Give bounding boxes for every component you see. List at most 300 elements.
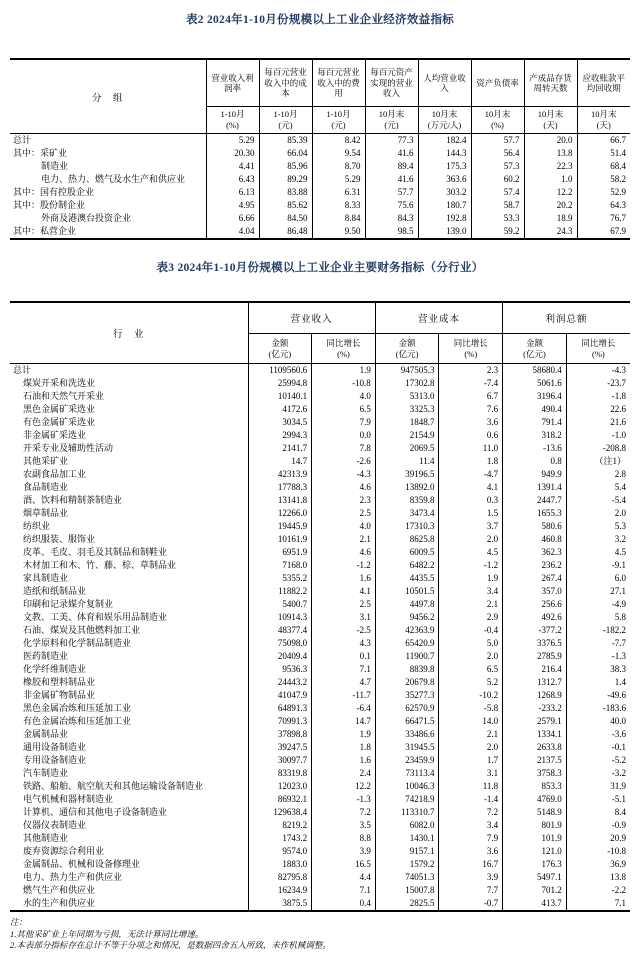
cell-value: 492.6	[503, 611, 567, 624]
table2	[10, 58, 630, 240]
cell-value: 5.4	[566, 481, 630, 494]
cell-value: 2.0	[566, 507, 630, 520]
table-row	[10, 819, 630, 832]
cell-value: 318.2	[503, 429, 567, 442]
cell-value: 9456.2	[375, 611, 439, 624]
cell-value: 113310.7	[375, 806, 439, 819]
cell-value: 10161.9	[248, 533, 312, 546]
cell-value: 4.6	[312, 546, 376, 559]
row-label: 汽车制造业	[23, 768, 69, 778]
cell-value: 2.3	[439, 364, 503, 378]
cell-value: 14.7	[312, 715, 376, 728]
row-label: 废弃资源综合利用业	[23, 846, 105, 856]
column-unit: (元)	[331, 120, 346, 130]
cell-value: 17302.8	[375, 377, 439, 390]
cell-value: 5.8	[566, 611, 630, 624]
cell-value: 64.3	[577, 199, 630, 212]
subcolumn-name: 金额	[398, 337, 416, 348]
row-label: 酒、饮料和精制茶制造业	[23, 495, 123, 505]
cell-value: 1.9	[439, 572, 503, 585]
cell-value: 89.29	[259, 173, 312, 186]
cell-value: 2.1	[439, 598, 503, 611]
subcolumn-unit: (%)	[592, 348, 605, 359]
cell-value: 4172.6	[248, 403, 312, 416]
table2-column-name: 每百元营业收入中的成本	[259, 59, 312, 107]
cell-value: 24443.2	[248, 676, 312, 689]
cell-value: -1.3	[566, 650, 630, 663]
cell-value: 57.3	[471, 160, 524, 173]
cell-value: 1.9	[312, 728, 376, 741]
table2-column-name: 营业收入利润率	[206, 59, 259, 107]
table-row	[10, 559, 630, 572]
table3-subcolumn-header	[503, 334, 567, 364]
cell-value: 58.2	[577, 173, 630, 186]
cell-value: 7.9	[439, 832, 503, 845]
row-label: 纺织服装、服饰业	[23, 534, 96, 544]
cell-value: 2137.5	[503, 754, 567, 767]
cell-value: 4.6	[312, 481, 376, 494]
cell-value: 6.5	[439, 663, 503, 676]
cell-value: 20.30	[206, 147, 259, 160]
cell-value: 144.3	[418, 147, 471, 160]
cell-value: 56.4	[471, 147, 524, 160]
table-row	[10, 186, 630, 199]
cell-value: 6082.0	[375, 819, 439, 832]
cell-value: -11.7	[312, 689, 376, 702]
row-label: 电力、热力、燃气及水生产和供应业	[41, 174, 186, 184]
row-label: 通用设备制造业	[23, 742, 87, 752]
cell-value: 701.2	[503, 884, 567, 897]
cell-value: 2.1	[312, 533, 376, 546]
cell-value: 11.8	[439, 780, 503, 793]
table-row	[10, 598, 630, 611]
table-row	[10, 377, 630, 390]
cell-value: 67.9	[577, 225, 630, 239]
cell-value: 4435.5	[375, 572, 439, 585]
cell-value: 42363.9	[375, 624, 439, 637]
cell-value: 11.4	[375, 455, 439, 468]
cell-value: 180.7	[418, 199, 471, 212]
subcolumn-name: 同比增长	[581, 337, 616, 348]
column-period: 10月末	[484, 109, 511, 119]
cell-value: 4.1	[312, 585, 376, 598]
cell-value: 947505.3	[375, 364, 439, 378]
cell-value: -9.1	[566, 559, 630, 572]
table-row	[10, 702, 630, 715]
cell-value: 236.2	[503, 559, 567, 572]
cell-value: -1.2	[312, 559, 376, 572]
cell-value: 9.54	[312, 147, 365, 160]
cell-value: 14.0	[439, 715, 503, 728]
table-row	[10, 780, 630, 793]
cell-value: 1.6	[312, 754, 376, 767]
cell-value: -4.3	[312, 468, 376, 481]
cell-value: 14.7	[248, 455, 312, 468]
table2-column-unit	[206, 107, 259, 134]
cell-value: 139.0	[418, 225, 471, 239]
cell-value: 1848.7	[375, 416, 439, 429]
cell-value: 3376.5	[503, 637, 567, 650]
cell-value: 303.2	[418, 186, 471, 199]
cell-value: 1.8	[439, 455, 503, 468]
cell-value: 12.2	[312, 780, 376, 793]
cell-value: 41047.9	[248, 689, 312, 702]
subcolumn-name: 同比增长	[326, 337, 361, 348]
column-period: 10月末	[537, 109, 564, 119]
cell-value: 5.0	[439, 637, 503, 650]
cell-value: -1.4	[439, 793, 503, 806]
cell-value: 59.2	[471, 225, 524, 239]
cell-value: -13.6	[503, 442, 567, 455]
cell-value: 7.1	[566, 897, 630, 911]
cell-value: -3.6	[566, 728, 630, 741]
cell-value: -10.8	[312, 377, 376, 390]
table2-title: 表2 2024年1-10月份规模以上工业企业经济效益指标	[185, 14, 455, 26]
cell-value: 35277.3	[375, 689, 439, 702]
cell-value: 20679.8	[375, 676, 439, 689]
cell-value: 8.8	[312, 832, 376, 845]
column-period: 10月末	[431, 109, 458, 119]
cell-value: 2.0	[439, 741, 503, 754]
cell-value: 2141.7	[248, 442, 312, 455]
table-row	[10, 637, 630, 650]
cell-value: 3.4	[439, 585, 503, 598]
cell-value: 1.8	[312, 741, 376, 754]
row-label: 其中：股份制企业	[13, 200, 86, 210]
table-row	[10, 212, 630, 225]
cell-value: 2.5	[312, 507, 376, 520]
cell-value: 7168.0	[248, 559, 312, 572]
table2-column-name: 产成品存货周转天数	[524, 59, 577, 107]
cell-value: 4.0	[312, 520, 376, 533]
cell-value: 85.96	[259, 160, 312, 173]
cell-value: -6.4	[312, 702, 376, 715]
cell-value: -1.2	[439, 559, 503, 572]
cell-value: 4.5	[566, 546, 630, 559]
cell-value: 89.4	[365, 160, 418, 173]
table2-column-unit	[471, 107, 524, 134]
table3-subcolumn-header	[312, 334, 376, 364]
table-row	[10, 741, 630, 754]
cell-value: 1.7	[439, 754, 503, 767]
table3-group-header: 营业成本	[375, 302, 502, 334]
cell-value: 1.6	[312, 572, 376, 585]
cell-value: 60.2	[471, 173, 524, 186]
table-row	[10, 134, 630, 148]
cell-value: -0.4	[439, 624, 503, 637]
cell-value: 8.4	[566, 806, 630, 819]
cell-value: 0.0	[312, 429, 376, 442]
cell-value: 66.04	[259, 147, 312, 160]
cell-value: 48377.4	[248, 624, 312, 637]
cell-value: 357.0	[503, 585, 567, 598]
cell-value: 9.50	[312, 225, 365, 239]
cell-value: 6.66	[206, 212, 259, 225]
column-unit: (天)	[543, 120, 558, 130]
cell-value: 8.84	[312, 212, 365, 225]
table3-group-header: 营业收入	[248, 302, 375, 334]
table-row	[10, 468, 630, 481]
cell-value: 216.4	[503, 663, 567, 676]
cell-value: 3.4	[439, 819, 503, 832]
table3-head	[10, 302, 630, 364]
cell-value: 6951.9	[248, 546, 312, 559]
cell-value: 5313.0	[375, 390, 439, 403]
cell-value: 53.3	[471, 212, 524, 225]
table3-industry-header: 行 业	[10, 302, 248, 364]
table-row	[10, 884, 630, 897]
note-line-2: 2.本表部分指标存在总计不等于分项之和情况，是数据四舍五入所致，未作机械调整。	[10, 940, 331, 950]
cell-value: 3.1	[312, 611, 376, 624]
table-row	[10, 403, 630, 416]
cell-value: 7.1	[312, 663, 376, 676]
cell-value: 75098.0	[248, 637, 312, 650]
table-row	[10, 507, 630, 520]
table-row	[10, 364, 630, 378]
cell-value: 801.9	[503, 819, 567, 832]
cell-value: 33486.6	[375, 728, 439, 741]
table-row	[10, 225, 630, 239]
cell-value: 12023.0	[248, 780, 312, 793]
cell-value: 7.9	[312, 416, 376, 429]
cell-value: 11882.2	[248, 585, 312, 598]
cell-value: 68.4	[577, 160, 630, 173]
subcolumn-unit: (亿元)	[523, 348, 546, 359]
cell-value: 58.7	[471, 199, 524, 212]
cell-value: 12.2	[524, 186, 577, 199]
cell-value: 3.6	[439, 845, 503, 858]
cell-value: 101.9	[503, 832, 567, 845]
cell-value: 16234.9	[248, 884, 312, 897]
cell-value: 70991.3	[248, 715, 312, 728]
table-row	[10, 793, 630, 806]
table3-header-row-groups	[10, 302, 630, 334]
table3-title: 表3 2024年1-10月份规模以上工业企业主要财务指标（分行业）	[156, 262, 484, 274]
row-label: 其中：私营企业	[13, 226, 77, 236]
cell-value: 85.39	[259, 134, 312, 148]
cell-value: 5400.7	[248, 598, 312, 611]
table-row	[10, 546, 630, 559]
table2-column-name: 应收账款平均回收期	[577, 59, 630, 107]
column-unit: (万元/人)	[427, 120, 462, 130]
cell-value: 3758.3	[503, 767, 567, 780]
cell-value: 18.9	[524, 212, 577, 225]
cell-value: -377.2	[503, 624, 567, 637]
table2-body	[10, 134, 630, 240]
cell-value: 490.4	[503, 403, 567, 416]
table3-subcolumn-header	[439, 334, 503, 364]
row-label: 黑色金属矿采选业	[23, 404, 96, 414]
cell-value: 4.41	[206, 160, 259, 173]
cell-value: 9574.0	[248, 845, 312, 858]
row-label: 其他制造业	[23, 833, 69, 843]
cell-value: -49.6	[566, 689, 630, 702]
table-row	[10, 416, 630, 429]
table-row	[10, 173, 630, 186]
row-label: 皮革、毛皮、羽毛及其制品和制鞋业	[23, 547, 168, 557]
cell-value: 41.6	[365, 147, 418, 160]
cell-value: 10046.3	[375, 780, 439, 793]
subcolumn-name: 金额	[271, 337, 289, 348]
table2-column-unit	[312, 107, 365, 134]
row-label: 石油、煤炭及其他燃料加工业	[23, 625, 141, 635]
table-row	[10, 845, 630, 858]
cell-value: 1430.1	[375, 832, 439, 845]
notes	[10, 917, 640, 952]
cell-value: 2.8	[566, 468, 630, 481]
row-label: 其中：国有控股企业	[13, 187, 95, 197]
table-row	[10, 871, 630, 884]
cell-value: 82795.8	[248, 871, 312, 884]
cell-value: 5.2	[439, 676, 503, 689]
cell-value: 1312.7	[503, 676, 567, 689]
table-row	[10, 481, 630, 494]
row-label: 造纸和纸制品业	[23, 586, 87, 596]
cell-value: -5.4	[566, 494, 630, 507]
cell-value: 57.4	[471, 186, 524, 199]
column-unit: (%)	[491, 120, 504, 130]
table-row	[10, 147, 630, 160]
cell-value: 0.3	[439, 494, 503, 507]
notes-heading: 注：	[10, 917, 28, 927]
row-label: 石油和天然气开采业	[23, 391, 105, 401]
cell-value: 6.5	[312, 403, 376, 416]
row-label: 电力、热力生产和供应业	[23, 872, 123, 882]
table2-head	[10, 59, 630, 134]
cell-value: -5.1	[566, 793, 630, 806]
table3-body	[10, 364, 630, 912]
table2-group-header: 分 组	[10, 59, 206, 134]
cell-value: 4497.8	[375, 598, 439, 611]
table2-column-name: 每百元营业收入中的费用	[312, 59, 365, 107]
cell-value: 8359.8	[375, 494, 439, 507]
cell-value: 2.5	[312, 598, 376, 611]
row-label: 铁路、船舶、航空航天和其他运输设备制造业	[23, 781, 204, 791]
cell-value: 86932.1	[248, 793, 312, 806]
cell-value: -3.2	[566, 767, 630, 780]
table-row	[10, 715, 630, 728]
cell-value: 4.5	[439, 546, 503, 559]
cell-value: 6.0	[566, 572, 630, 585]
cell-value: 121.0	[503, 845, 567, 858]
cell-value: 22.6	[566, 403, 630, 416]
cell-value: 4.04	[206, 225, 259, 239]
table-row	[10, 806, 630, 819]
row-label: 仪器仪表制造业	[23, 820, 87, 830]
cell-value: 15007.8	[375, 884, 439, 897]
cell-value: -5.2	[566, 754, 630, 767]
cell-value: （注1）	[566, 455, 630, 468]
cell-value: 11.0	[439, 442, 503, 455]
cell-value: 7.7	[439, 884, 503, 897]
cell-value: 2.9	[439, 611, 503, 624]
table3-subcolumn-header	[248, 334, 312, 364]
cell-value: 85.62	[259, 199, 312, 212]
cell-value: 84.50	[259, 212, 312, 225]
row-label: 开采专业及辅助性活动	[23, 443, 114, 453]
cell-value: 13141.8	[248, 494, 312, 507]
cell-value: 1.0	[524, 173, 577, 186]
row-label: 烟草制品业	[23, 508, 69, 518]
cell-value: 5.3	[566, 520, 630, 533]
cell-value: 76.7	[577, 212, 630, 225]
row-label: 农副食品加工业	[23, 469, 87, 479]
cell-value: -4.3	[566, 364, 630, 378]
table-row	[10, 624, 630, 637]
cell-value: 791.4	[503, 416, 567, 429]
cell-value: -183.6	[566, 702, 630, 715]
cell-value: 20.2	[524, 199, 577, 212]
cell-value: 16.5	[312, 858, 376, 871]
row-label: 总计	[13, 365, 32, 375]
cell-value: 460.8	[503, 533, 567, 546]
row-label: 黑色金属冶炼和压延加工业	[23, 703, 132, 713]
cell-value: 1.9	[312, 364, 376, 378]
cell-value: 7.2	[439, 806, 503, 819]
cell-value: 192.8	[418, 212, 471, 225]
cell-value: 20.9	[566, 832, 630, 845]
cell-value: 8839.8	[375, 663, 439, 676]
column-unit: (元)	[384, 120, 399, 130]
cell-value: 39247.5	[248, 741, 312, 754]
cell-value: 2.0	[439, 533, 503, 546]
row-label: 其中：采矿业	[13, 148, 68, 158]
cell-value: 2069.5	[375, 442, 439, 455]
cell-value: -2.2	[566, 884, 630, 897]
row-label: 电气机械和器材制造业	[23, 794, 114, 804]
cell-value: 7.8	[312, 442, 376, 455]
cell-value: 19445.9	[248, 520, 312, 533]
column-period: 10月末	[590, 109, 617, 119]
cell-value: 36.9	[566, 858, 630, 871]
cell-value: 83.88	[259, 186, 312, 199]
row-label: 文教、工美、体育和娱乐用品制造业	[23, 612, 168, 622]
row-label: 外商及港澳台投资企业	[41, 213, 132, 223]
cell-value: 98.5	[365, 225, 418, 239]
subcolumn-name: 同比增长	[453, 337, 488, 348]
cell-value: 58680.4	[503, 364, 567, 378]
cell-value: 1268.9	[503, 689, 567, 702]
cell-value: -208.8	[566, 442, 630, 455]
cell-value: 1.5	[439, 507, 503, 520]
table2-column-unit	[259, 107, 312, 134]
table2-column-name: 人均营业收入	[418, 59, 471, 107]
cell-value: -233.2	[503, 702, 567, 715]
cell-value: 41.6	[365, 173, 418, 186]
cell-value: -4.7	[439, 468, 503, 481]
cell-value: 16.7	[439, 858, 503, 871]
cell-value: 175.3	[418, 160, 471, 173]
cell-value: 8219.2	[248, 819, 312, 832]
cell-value: 5061.6	[503, 377, 567, 390]
cell-value: 8625.8	[375, 533, 439, 546]
row-label: 水的生产和供应业	[23, 898, 96, 908]
cell-value: 6.31	[312, 186, 365, 199]
cell-value: 30097.7	[248, 754, 312, 767]
cell-value: 256.6	[503, 598, 567, 611]
cell-value: 42313.9	[248, 468, 312, 481]
cell-value: 0.8	[503, 455, 567, 468]
cell-value: 8.33	[312, 199, 365, 212]
cell-value: 2785.9	[503, 650, 567, 663]
cell-value: 31.9	[566, 780, 630, 793]
cell-value: 8.42	[312, 134, 365, 148]
cell-value: 12266.0	[248, 507, 312, 520]
cell-value: 0.4	[312, 897, 376, 911]
row-label: 非金属矿采选业	[23, 430, 87, 440]
cell-value: 39196.5	[375, 468, 439, 481]
row-label: 橡胶和塑料制品业	[23, 677, 96, 687]
